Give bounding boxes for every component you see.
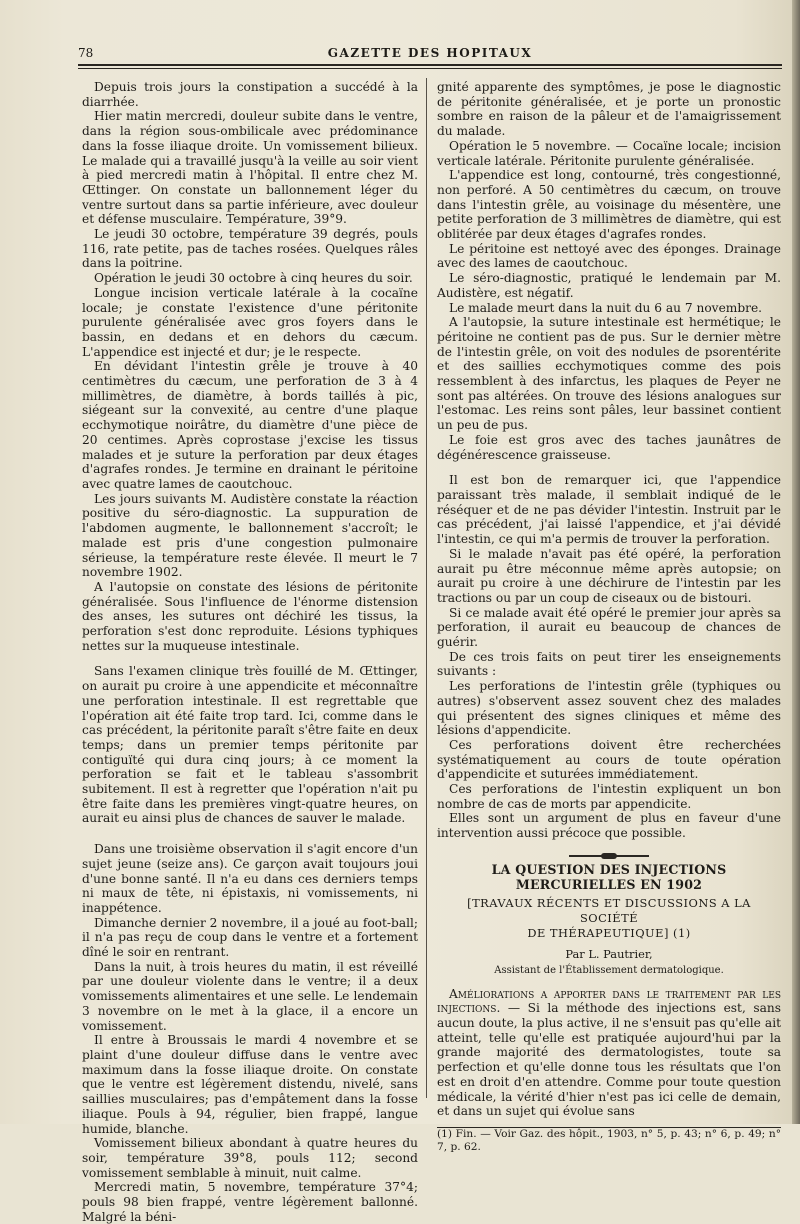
- page-number: 78: [78, 46, 94, 60]
- paragraph: Le jeudi 30 octobre, température 39 degrés, pouls 116, rate petite, pas de taches rosées. Quelques râles dans la poitrine.: [82, 227, 418, 271]
- article-title: LA QUESTION DES INJECTIONS MERCURIELLES EN 1902: [491, 861, 727, 892]
- paragraph: gnité apparente des symptômes, je pose le diagnostic de péritonite généralisée, et je porte un pronostic sombre en raison de la pâleur et de l'amaigrissement du malade.: [437, 80, 781, 139]
- column-separator: [426, 78, 427, 1098]
- paragraph: En dévidant l'intestin grêle je trouve à 40 centimètres du cæcum, une perforation de 3 à 4 millimètres, de diamètre, à bords taillés à pic, siégeant sur la convexité, au centre d'une plaque ecchymotique noirâtre, du diamètre d'une pièce de 20 centimes. Après coprostase j'excise les tissus malades et je suture la perforation par deux étages d'agrafes rondes. Je termine en drainant le péritoine avec quatre lames de caoutchouc.: [82, 359, 418, 491]
- paragraph: Dans une troisième observation il s'agit encore d'un sujet jeune (seize ans). Ce garçon avait toujours joui d'une bonne santé. Il n'a eu dans ces derniers temps ni maux de tête, ni épistaxis, ni vomissements, ni inappétence.: [82, 842, 418, 915]
- page-binding-edge: [792, 0, 800, 1124]
- paragraph: Le péritoine est nettoyé avec des éponges. Drainage avec des lames de caoutchouc.: [437, 241, 781, 271]
- paragraph: Dans la nuit, à trois heures du matin, il est réveillé par une douleur violente dans le ventre; il a deux vomissements alimentaires et une selle. Le lendemain 3 novembre on le met à la glace, il a encore un vomissement.: [82, 959, 418, 1033]
- article-subtitle-line1: [TRAVAUX RÉCENTS ET DISCUSSIONS A LA SOCIÉTÉ: [467, 896, 751, 926]
- article-subtitle-line2: DE THÉRAPEUTIQUE] (1): [527, 926, 691, 941]
- header-rule-thin: [78, 68, 782, 69]
- paragraph: Dimanche dernier 2 novembre, il a joué au foot-ball; il n'a pas reçu de coup dans le ventre et a fortement dîné le soir en rentrant.: [82, 915, 418, 960]
- footnote: (1) Fin. — Voir Gaz. des hôpit., 1903, n° 5, p. 43; n° 6, p. 49; n° 7, p. 62.: [437, 1128, 781, 1153]
- paragraph: Depuis trois jours la constipation a succédé à la diarrhée.: [82, 80, 418, 109]
- paragraph: De ces trois faits on peut tirer les enseignements suivants :: [437, 649, 781, 679]
- paragraph: Mercredi matin, 5 novembre, température 37°4; pouls 98 bien frappé, ventre légèrement ballonné. Malgré la béni-: [82, 1180, 418, 1224]
- paragraph: Le malade meurt dans la nuit du 6 au 7 novembre.: [449, 300, 763, 315]
- paragraph: Opération le 5 novembre. — Cocaïne locale; incision verticale latérale. Péritonite purulente généralisée.: [437, 138, 781, 168]
- section-divider: [569, 855, 649, 857]
- right-column: [437, 80, 781, 1154]
- paragraph: Les jours suivants M. Audistère constate la réaction positive du séro-diagnostic. La suppuration de l'abdomen augmente, le ballonnement s'accroît; le malade est pris d'une congestion pulmonaire sérieuse, la température reste élevée. Il meurt le 7 novembre 1902.: [82, 491, 418, 580]
- paragraph: Le foie est gros avec des taches jaunâtres de dégénérescence graisseuse.: [437, 432, 781, 462]
- paragraph: Elles sont un argument de plus en faveur d'une intervention aussi précoce que possible.: [437, 811, 781, 841]
- paragraph: Hier matin mercredi, douleur subite dans le ventre, dans la région sous-ombilicale avec prédominance dans la fosse iliaque droite. Un vomissement bilieux. Le malade qui a travaillé jusqu'à la veille au soir vient à pied mercredi matin à l'hôpital. Il entre chez M. Œttinger. On constate un ballonnement léger du ventre surtout dans sa partie inférieure, avec douleur et défense musculaire. Température, 39°9.: [82, 109, 418, 227]
- paragraph: A l'autopsie on constate des lésions de péritonite généralisée. Sous l'influence de l'énorme distension des anses, les sutures ont déchiré les tissus, la perforation s'est donc reproduite. Lésions typhiques nettes sur la muqueuse intestinale.: [82, 579, 418, 653]
- article-body: [437, 987, 781, 1119]
- paragraph: Ces perforations doivent être recherchées systématiquement au cours de toute opération d'appendicite et suturées immédiatement.: [437, 737, 781, 782]
- paragraph: Les perforations de l'intestin grêle (typhiques ou autres) s'observent assez souvent chez des malades qui présentent des signes cliniques et même des lésions d'appendicite.: [437, 679, 781, 738]
- article-lead-in: Améliorations a apporter dans le traitement par les injections.: [437, 986, 781, 1016]
- paragraph: Si ce malade avait été opéré le premier jour après sa perforation, il aurait eu beaucoup de chances de guérir.: [437, 605, 781, 650]
- paragraph: L'appendice est long, contourné, très congestionné, non perforé. A 50 centimètres du cæcum, on trouve dans l'intestin grêle, au voisinage du mésentère, une petite perforation de 3 millimètres de diamètre, qui est oblitérée par deux étages d'agrafes rondes.: [437, 168, 781, 242]
- paragraph: Vomissement bilieux abondant à quatre heures du soir, température 39°8, pouls 112; second vomissement semblable à minuit, nuit calme.: [82, 1136, 418, 1180]
- paragraph: Opération le jeudi 30 octobre à cinq heures du soir.: [94, 271, 413, 286]
- paragraph: Longue incision verticale latérale à la cocaïne locale; je constate l'existence d'une péritonite purulente généralisée avec gros foyers dans le bassin, en dedans et en dehors du cæcum. L'appendice est injecté et dur; je le respecte.: [82, 285, 418, 359]
- article-body-text: — Si la méthode des injections est, sans aucun doute, la plus active, il ne s'ensuit pas qu'elle ait atteint, telle qu'elle est pratiquée aujourd'hui par la grande majorité des dermatologistes, toute sa perfection et qu'elle donne tous les résultats que l'on est en droit d'en attendre. Comme pour toute question médicale, la vérité d'hier n'est pas ici celle de demain, et dans un sujet qui évolue sans: [437, 1001, 781, 1119]
- left-column: [82, 80, 418, 1224]
- paragraph: Il entre à Broussais le mardi 4 novembre et se plaint d'une douleur diffuse dans le ventre avec maximum dans la fosse iliaque droite. On constate que le ventre est légèrement distendu, nivelé, sans saillies musculaires; pas d'empâtement dans la fosse iliaque. Pouls à 94, régulier, bien frappé, langue humide, blanche.: [82, 1033, 418, 1136]
- header-rule: [78, 64, 782, 66]
- paragraph: Si le malade n'avait pas été opéré, la perforation aurait pu être méconnue même après autopsie; on aurait pu croire à une déchirure de l'intestin par les tractions ou par un coup de ciseaux ou de bistouri.: [437, 546, 781, 605]
- article-author: Par L. Pautrier,: [565, 947, 653, 962]
- page-header: [78, 44, 782, 62]
- journal-title: GAZETTE DES HOPITAUX: [327, 46, 533, 60]
- paragraph: Sans l'examen clinique très fouillé de M. Œttinger, on aurait pu croire à une appendicite et méconnaître une perforation intestinale. Il est regrettable que l'opération ait été faite trop tard. Ici, comme dans le cas précédent, la péritonite paraît s'être faite en deux temps; dans un premier temps péritonite par contiguïté qui dura cinq jours; à ce moment la perforation se fait et le tableau s'assombrit subitement. Il est à regretter que l'opération n'ait pu être faite dans les premières vingt-quatre heures, on aurait eu ainsi plus de chances de sauver le malade.: [82, 664, 418, 826]
- paragraph: Le séro-diagnostic, pratiqué le lendemain par M. Audistère, est négatif.: [437, 271, 781, 300]
- paragraph: Il est bon de remarquer ici, que l'appendice paraissant très malade, il semblait indiqué de le réséquer et de ne pas dévider l'intestin. Instruit par le cas précédent, j'ai laissé l'appendice, et j'ai dévidé l'intestin, ce qui m'a permis de trouver la perforation.: [437, 473, 781, 547]
- author-affiliation: Assistant de l'Établissement dermatologique.: [494, 964, 724, 976]
- paragraph: A l'autopsie, la suture intestinale est hermétique; le péritoine ne contient pas de pus. Sur le dernier mètre de l'intestin grêle, on voit des nodules de psorentérite et des saillies ecchymotiques comme des pois ressemblent à des infarctus, les plaques de Peyer ne sont pas altérées. On trouve des lésions analogues sur l'estomac. Les reins sont pâles, leur bassinet contient un peu de pus.: [437, 315, 781, 433]
- paragraph: Ces perforations de l'intestin expliquent un bon nombre de cas de morts par appendicite.: [437, 782, 781, 811]
